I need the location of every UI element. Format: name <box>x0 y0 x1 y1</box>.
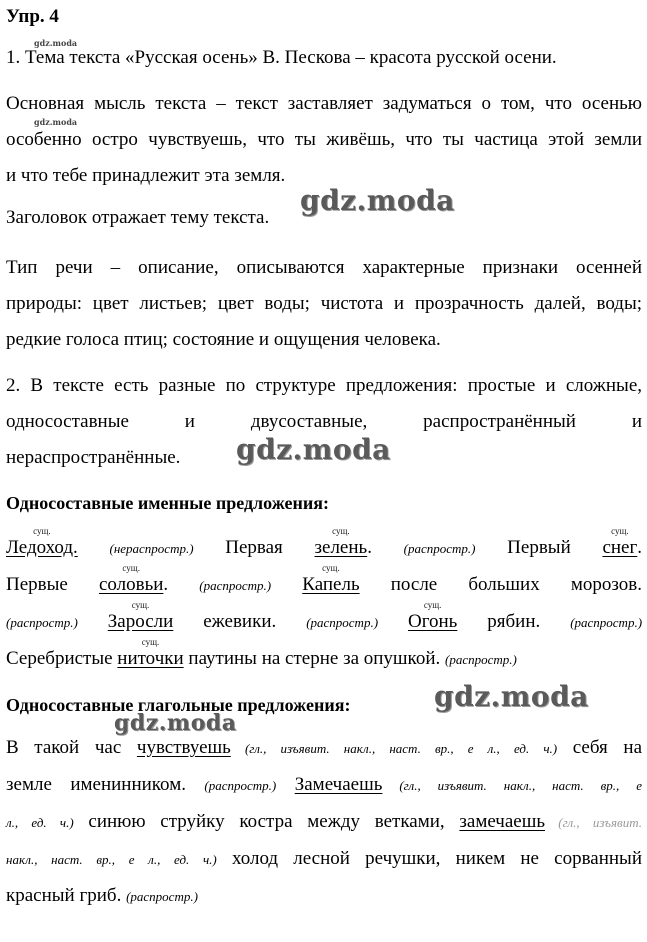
paragraph-structure: 2. В тексте есть разные по структуре предложения: простые и сложные, односоставные и двусоставные, распространённый и нераспространённые. <box>6 375 642 468</box>
paragraph-theme: 1. Тема текста «Русская осень» В. Пескова – красота русской осени. <box>6 47 557 68</box>
nominal-sentences-block: сущ. Ледоход. (нераспростр.) Первая сущ. зелень. (распростр.) Первый сущ. снег. Первые сущ. соловьи. (распростр.) сущ. Капель после больших морозов. (распростр.) сущ. Заросли ежевики. (распростр.) сущ. Огонь рябин. (распростр.) Серебристые сущ. ниточки паутины на стерне за опушкой. (распростр.) <box>6 526 643 669</box>
watermark: gdz.moda <box>300 184 455 217</box>
watermark: gdz.moda <box>434 680 589 713</box>
verbal-sentences-block: В такой час чувствуешь (гл., изъявит. накл., наст. вр., е л., ед. ч.) себя на земле именинником. (распростр.) Замечаешь (гл., изъявит. накл., наст. вр., е л., ед. ч.) синюю струйку костра между ветками, замечаешь (гл., изъявит. накл., наст. вр., е л., ед. ч.) холод лесной речушки, никем не сорванный красный гриб. (распростр.) <box>6 737 643 906</box>
watermark: gdz.moda <box>114 710 237 736</box>
paragraph-title-note: Заголовок отражает тему текста. <box>6 207 270 228</box>
exercise-title: Упр. 4 <box>6 6 59 27</box>
watermark: gdz.moda <box>236 433 391 466</box>
paragraph-main-idea: Основная мысль текста – текст заставляет задуматься о том, что осенью особенно остро чувствуешь, что ты живёшь, что ты частица этой земли и что тебе принадлежит эта земля. <box>6 93 642 186</box>
watermark-small: gdz.moda <box>34 117 78 127</box>
watermark-small: gdz.moda <box>34 38 78 48</box>
paragraph-speech-type: Тип речи – описание, описываются характерные признаки осенней природы: цвет листьев; цвет воды; чистота и прозрачность далей, воды; редкие голоса птиц; состояние и ощущения человека. <box>6 257 642 350</box>
heading-verbal-sentences: Односоставные глагольные предложения: <box>6 695 351 715</box>
heading-nominal-sentences: Односоставные именные предложения: <box>6 493 329 513</box>
